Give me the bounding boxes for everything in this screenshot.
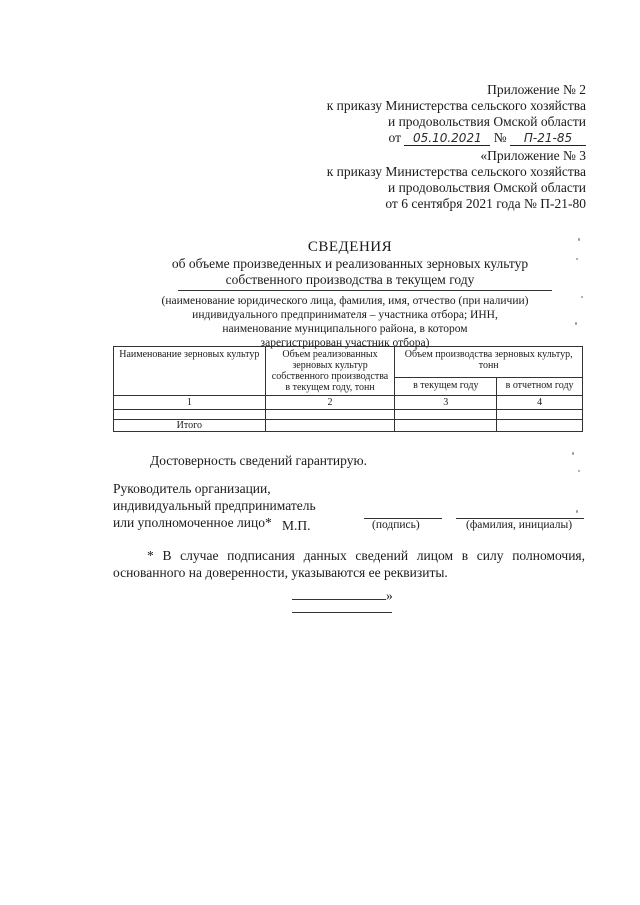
total-label: Итого <box>114 420 266 432</box>
total-cell[interactable] <box>265 420 395 432</box>
appendix-3-header <box>327 148 586 212</box>
header-crop-name: Наименование зерновых культур <box>114 347 266 396</box>
stamp-label: М.П. <box>282 518 311 533</box>
header-current-year: в текущем году <box>395 377 497 395</box>
header-reporting-year: в отчетном году <box>497 377 583 395</box>
guarantee-statement: Достоверность сведений гарантирую. <box>150 453 367 468</box>
table-cell[interactable] <box>497 410 583 420</box>
table-cell[interactable] <box>114 410 266 420</box>
closing-underline <box>292 587 386 600</box>
scan-speck <box>572 452 574 455</box>
number-sign: № <box>493 130 507 145</box>
column-number-4: 4 <box>497 396 583 410</box>
scan-speck <box>575 322 577 325</box>
appendix-3-title: «Приложение № 3 <box>480 148 586 163</box>
name-caption: (фамилия, инициалы) <box>466 519 573 531</box>
scan-speck <box>576 510 578 513</box>
column-number-2: 2 <box>265 396 395 410</box>
scan-speck <box>578 238 580 241</box>
signatory-line-3: или уполномоченное лицо* <box>113 515 272 530</box>
appendix-3-ministry-line: и продовольствия Омской области <box>387 180 586 195</box>
participant-caption <box>145 294 545 350</box>
scan-speck <box>578 470 580 472</box>
scan-speck <box>581 296 583 298</box>
appendix-2-header <box>327 82 586 146</box>
total-cell[interactable] <box>497 420 583 432</box>
form-subtitle-line-1: об объеме произведенных и реализованных зерновых культур <box>171 256 529 271</box>
table-cell[interactable] <box>395 410 497 420</box>
header-production-volume: Объем производства зерновых культур, тонн <box>395 347 583 378</box>
form-title-block <box>140 238 560 288</box>
table-row <box>114 410 583 420</box>
handwritten-order-number: П-21-85 <box>510 131 586 146</box>
appendix-3-order-line: к приказу Министерства сельского хозяйства <box>326 164 586 179</box>
caption-line-3: наименование муниципального района, в котором <box>222 323 468 335</box>
appendix-3-date-line: от 6 сентября 2021 года № П-21-80 <box>385 196 586 211</box>
scan-speck <box>576 258 578 260</box>
total-cell[interactable] <box>395 420 497 432</box>
signature-caption: (подпись) <box>372 519 420 531</box>
closing-quote: » <box>386 588 393 603</box>
signatory-line-1: Руководитель организации, <box>113 481 271 496</box>
total-row <box>114 420 583 432</box>
grain-data-table <box>113 346 583 432</box>
appendix-2-order-line: к приказу Министерства сельского хозяйства <box>326 98 586 113</box>
signatory-line-2: индивидуальный предприниматель <box>113 498 316 513</box>
header-sold-volume: Объем реализованных зерновых культур собственного производства в текущем году, тонн <box>265 347 395 396</box>
caption-line-1: (наименование юридического лица, фамилия, имя, отчество (при наличии) <box>161 295 529 307</box>
column-number-1: 1 <box>114 396 266 410</box>
footnote: * В случае подписания данных сведений лицом в силу полномочия, основанного на доверенности, указываются ее реквизиты. <box>113 548 585 580</box>
caption-line-2: индивидуального предпринимателя – участника отбора; ИНН, <box>192 309 498 321</box>
handwritten-date: 05.10.2021 <box>404 131 490 146</box>
from-label: от <box>388 130 401 145</box>
participant-name-line <box>178 290 552 291</box>
closing-line <box>292 612 392 613</box>
appendix-2-ministry-line: и продовольствия Омской области <box>387 114 586 129</box>
appendix-2-title: Приложение № 2 <box>487 82 586 97</box>
table-cell[interactable] <box>265 410 395 420</box>
column-number-3: 3 <box>395 396 497 410</box>
appendix-2-date-line <box>327 130 586 146</box>
form-title: СВЕДЕНИЯ <box>307 239 393 255</box>
form-subtitle-line-2: собственного производства в текущем году <box>225 272 475 287</box>
caption-line-4: зарегистрирован участник отбора) <box>260 337 430 349</box>
closing-mark <box>292 587 393 604</box>
